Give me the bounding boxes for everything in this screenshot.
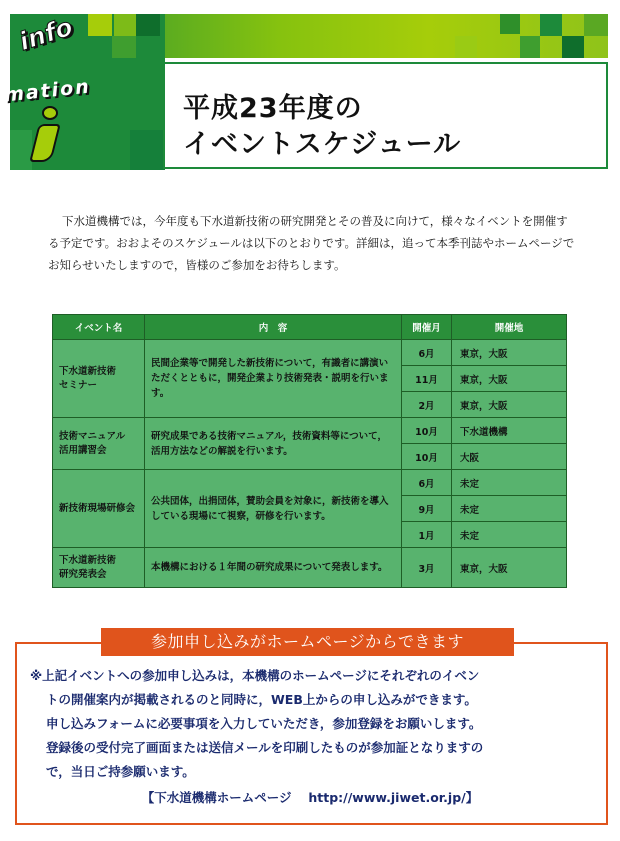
event-description-cell: 民間企業等で開発した新技術について，有識者に講演いただくとともに，開発企業より技術発表・説明を行います。 [145, 340, 402, 418]
header-event-name: イベント名 [53, 315, 145, 340]
decor-square [88, 14, 112, 36]
header-month: 開催月 [402, 315, 452, 340]
event-venue-cell: 東京，大阪 [452, 340, 567, 366]
event-schedule-table [52, 314, 567, 588]
event-name-line: 技術マニュアル [59, 430, 126, 442]
event-name-cell [53, 418, 145, 470]
event-name-cell [53, 548, 145, 588]
event-venue-cell: 大阪 [452, 444, 567, 470]
decor-square [520, 36, 540, 58]
event-month-cell: 2月 [402, 392, 452, 418]
event-month-cell: 9月 [402, 496, 452, 522]
notice-line: ※上記イベントへの参加申し込みは，本機構のホームページにそれぞれのイベン [30, 668, 480, 683]
event-venue-cell: 未定 [452, 496, 567, 522]
table-row [53, 340, 567, 366]
title-box [163, 62, 608, 169]
event-name-line: セミナー [59, 379, 98, 391]
event-venue-cell: 東京，大阪 [452, 366, 567, 392]
notice-line: 申し込みフォームに必要事項を入力していただき，参加登録をお願いします。 [46, 716, 482, 731]
table-row [53, 418, 567, 444]
decor-square [136, 14, 160, 36]
event-venue-cell: 未定 [452, 522, 567, 548]
decor-square [10, 130, 32, 170]
event-name-line: 下水道新技術 [59, 554, 117, 566]
event-name-line: 下水道新技術 [59, 365, 117, 377]
decor-square [455, 36, 477, 58]
decor-square [130, 130, 165, 170]
registration-notice-body [30, 664, 600, 784]
event-month-cell: 6月 [402, 470, 452, 496]
event-month-cell: 6月 [402, 340, 452, 366]
decor-square [584, 14, 608, 36]
page-title-line-1: 平成23年度の [183, 93, 363, 124]
decor-square [112, 36, 136, 58]
info-logo-word: info [15, 11, 77, 57]
event-venue-cell: 東京，大阪 [452, 548, 567, 588]
event-venue-cell: 東京，大阪 [452, 392, 567, 418]
header-content: 内 容 [145, 315, 402, 340]
registration-notice-title: 参加申し込みがホームページからできます [101, 628, 514, 656]
table-header-row [53, 315, 567, 340]
notice-line: トの開催案内が掲載されるのと同時に，WEB上からの申し込みができます。 [46, 692, 477, 707]
notice-line: で，当日ご持参願います。 [46, 764, 195, 779]
decor-square [500, 14, 520, 34]
event-venue-cell: 未定 [452, 470, 567, 496]
event-month-cell: 10月 [402, 418, 452, 444]
event-name-line: 新技術現場研修会 [59, 502, 136, 514]
event-venue-cell: 下水道機構 [452, 418, 567, 444]
event-name-cell [53, 470, 145, 548]
information-i-icon [42, 106, 58, 120]
decor-square [540, 14, 562, 36]
event-description-cell: 研究成果である技術マニュアル，技術資料等について，活用方法などの解説を行います。 [145, 418, 402, 470]
notice-line: 登録後の受付完了画面または送信メールを印刷したものが参加証となりますの [46, 740, 484, 755]
page-title-line-2: イベントスケジュール [183, 129, 462, 160]
event-name-line: 研究発表会 [59, 568, 107, 580]
event-month-cell: 1月 [402, 522, 452, 548]
event-month-cell: 11月 [402, 366, 452, 392]
event-name-cell [53, 340, 145, 418]
event-name-line: 活用講習会 [59, 444, 107, 456]
event-month-cell: 3月 [402, 548, 452, 588]
header-venue: 開催地 [452, 315, 567, 340]
event-description-cell: 公共団体，出捐団体，賛助会員を対象に，新技術を導入している現場にて視察，研修を行います。 [145, 470, 402, 548]
event-month-cell: 10月 [402, 444, 452, 470]
homepage-link[interactable]: 【下水道機構ホームページ http://www.jiwet.or.jp/】 [141, 790, 479, 805]
page-header [0, 0, 620, 175]
decor-square [114, 14, 136, 36]
event-description-cell: 本機構における１年間の研究成果について発表します。 [145, 548, 402, 588]
intro-paragraph: 下水道機構では，今年度も下水道新技術の研究開発とその普及に向けて，様々なイベントを開催する予定です。おおよそのスケジュールは以下のとおりです。詳細は，追って本季刊誌やホームページでお知らせいたしますので，皆様のご参加をお待ちします。 [48, 214, 575, 272]
decor-square [562, 36, 584, 58]
table-row [53, 470, 567, 496]
table-row [53, 548, 567, 588]
info-logo-word-2: mation [3, 75, 92, 107]
